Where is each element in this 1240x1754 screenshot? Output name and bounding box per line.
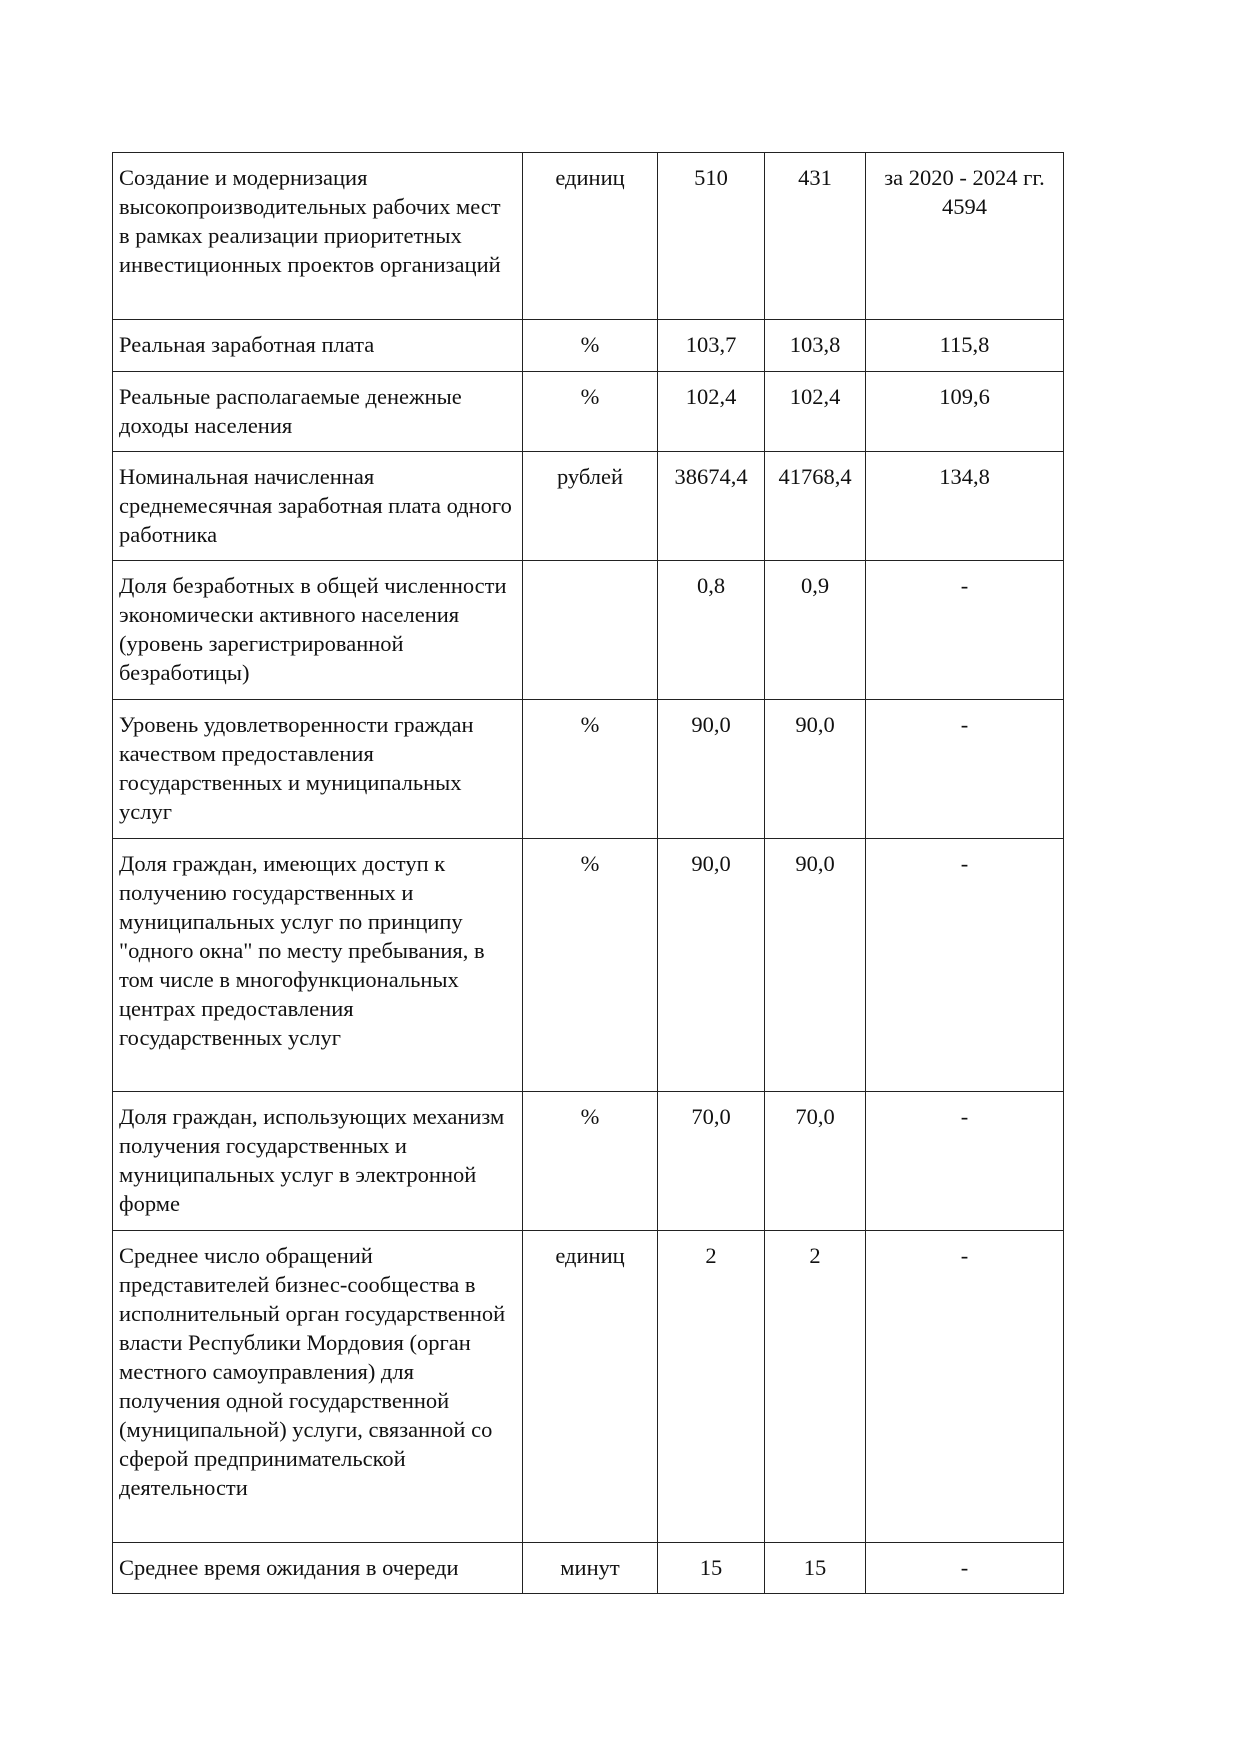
- value-year-1: 103,7: [658, 320, 765, 372]
- value-year-2: 90,0: [765, 700, 866, 839]
- value-year-1: 2: [658, 1231, 765, 1543]
- table-row: [113, 1231, 1064, 1543]
- value-year-1: 510: [658, 153, 765, 320]
- indicator-name: Среднее число обращений представителей бизнес-сообщества в исполнительный орган государственной власти Республики Мордовия (орган местного самоуправления) для получения одной государственной (муниципальной) услуги, связанной со сферой предпринимательской деятельности: [113, 1231, 523, 1543]
- indicator-name: Реальные располагаемые денежные доходы населения: [113, 372, 523, 452]
- indicator-unit: %: [523, 700, 658, 839]
- value-year-2: 103,8: [765, 320, 866, 372]
- value-year-1: 15: [658, 1543, 765, 1594]
- indicator-name: Уровень удовлетворенности граждан качеством предоставления государственных и муниципальных услуг: [113, 700, 523, 839]
- table-row: [113, 153, 1064, 320]
- indicator-unit: рублей: [523, 452, 658, 561]
- value-year-1: 38674,4: [658, 452, 765, 561]
- table-row: [113, 372, 1064, 452]
- indicator-unit: %: [523, 320, 658, 372]
- value-total: 109,6: [866, 372, 1064, 452]
- value-total: за 2020 - 2024 гг. 4594: [866, 153, 1064, 320]
- table-row: [113, 1543, 1064, 1594]
- value-total: 134,8: [866, 452, 1064, 561]
- indicator-unit: %: [523, 372, 658, 452]
- indicators-table: [112, 152, 1064, 1594]
- value-total: -: [866, 1231, 1064, 1543]
- indicator-name: Доля граждан, имеющих доступ к получению государственных и муниципальных услуг по принципу "одного окна" по месту пребывания, в том числе в многофункциональных центрах предоставления государственных услуг: [113, 839, 523, 1092]
- value-year-2: 2: [765, 1231, 866, 1543]
- table-row: [113, 1092, 1064, 1231]
- value-year-2: 15: [765, 1543, 866, 1594]
- indicator-unit: единиц: [523, 1231, 658, 1543]
- table-row: [113, 320, 1064, 372]
- indicator-name: Реальная заработная плата: [113, 320, 523, 372]
- indicator-name: Среднее время ожидания в очереди: [113, 1543, 523, 1594]
- value-total: -: [866, 561, 1064, 700]
- value-total: -: [866, 1092, 1064, 1231]
- value-year-1: 0,8: [658, 561, 765, 700]
- value-year-1: 90,0: [658, 839, 765, 1092]
- value-year-2: 41768,4: [765, 452, 866, 561]
- indicator-name: Доля граждан, использующих механизм получения государственных и муниципальных услуг в электронной форме: [113, 1092, 523, 1231]
- indicator-unit: %: [523, 1092, 658, 1231]
- table-row: [113, 561, 1064, 700]
- indicator-name: Создание и модернизация высокопроизводительных рабочих мест в рамках реализации приоритетных инвестиционных проектов организаций: [113, 153, 523, 320]
- value-total: -: [866, 700, 1064, 839]
- value-year-1: 90,0: [658, 700, 765, 839]
- indicator-unit: [523, 561, 658, 700]
- value-year-2: 70,0: [765, 1092, 866, 1231]
- table-row: [113, 700, 1064, 839]
- value-year-1: 70,0: [658, 1092, 765, 1231]
- indicator-name: Номинальная начисленная среднемесячная заработная плата одного работника: [113, 452, 523, 561]
- value-total: 115,8: [866, 320, 1064, 372]
- table-row: [113, 839, 1064, 1092]
- indicator-unit: %: [523, 839, 658, 1092]
- table-row: [113, 452, 1064, 561]
- indicator-unit: единиц: [523, 153, 658, 320]
- value-total: -: [866, 1543, 1064, 1594]
- indicator-unit: минут: [523, 1543, 658, 1594]
- value-year-2: 0,9: [765, 561, 866, 700]
- value-year-2: 431: [765, 153, 866, 320]
- value-total: -: [866, 839, 1064, 1092]
- value-year-2: 102,4: [765, 372, 866, 452]
- indicator-name: Доля безработных в общей численности экономически активного населения (уровень зарегистрированной безработицы): [113, 561, 523, 700]
- value-year-2: 90,0: [765, 839, 866, 1092]
- value-year-1: 102,4: [658, 372, 765, 452]
